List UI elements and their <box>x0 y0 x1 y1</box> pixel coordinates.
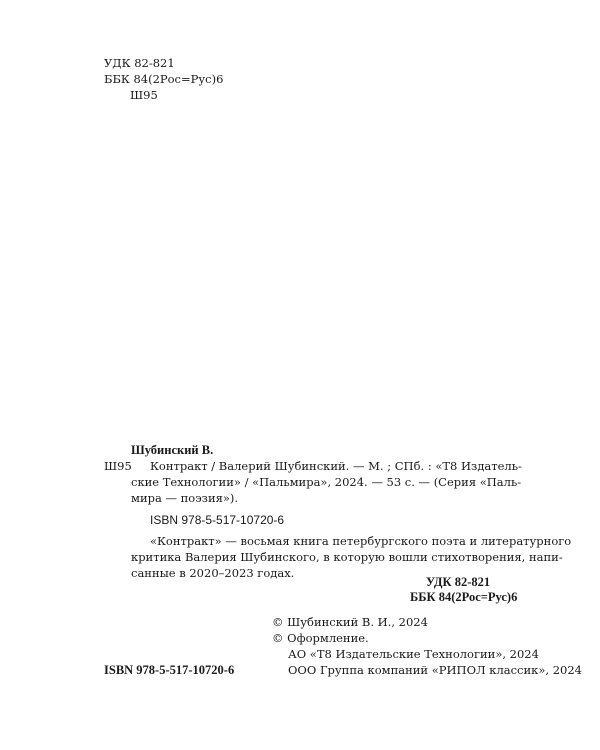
top-udk: УДК 82-821 <box>104 56 175 70</box>
card-isbn: ISBN 978-5-517-10720-6 <box>150 513 285 527</box>
annotation-line-3: санные в 2020–2023 годах. <box>131 566 295 580</box>
copyright-author: © Шубинский В. И., 2024 <box>272 615 428 629</box>
description-line-1: Контракт / Валерий Шубинский. — М. ; СПб. : «Т8 Издатель- <box>150 459 522 473</box>
bottom-isbn: ISBN 978-5-517-10720-6 <box>104 663 235 677</box>
card-bbk: ББК 84(2Рос=Рус)6 <box>410 590 518 604</box>
top-author-mark: Ш95 <box>130 88 158 102</box>
copyright-design: © Оформление. <box>272 631 369 645</box>
annotation-line-1: «Контракт» — восьмая книга петербургского поэта и литературного <box>150 534 572 548</box>
card-author-mark: Ш95 <box>104 459 132 473</box>
copyright-publisher-1: АО «Т8 Издательские Технологии», 2024 <box>288 647 539 661</box>
top-bbk: ББК 84(2Рос=Рус)6 <box>104 72 224 86</box>
description-line-2: ские Технологии» / «Пальмира», 2024. — 53 с. — (Серия «Паль- <box>131 475 522 489</box>
annotation-line-2: критика Валерия Шубинского, в которую вошли стихотворения, напи- <box>131 550 563 564</box>
copyright-publisher-2: ООО Группа компаний «РИПОЛ классик», 2024 <box>288 663 582 677</box>
author-heading: Шубинский В. <box>131 443 214 457</box>
card-udk: УДК 82-821 <box>426 575 491 589</box>
description-line-3: мира — поэзия»). <box>131 491 239 505</box>
